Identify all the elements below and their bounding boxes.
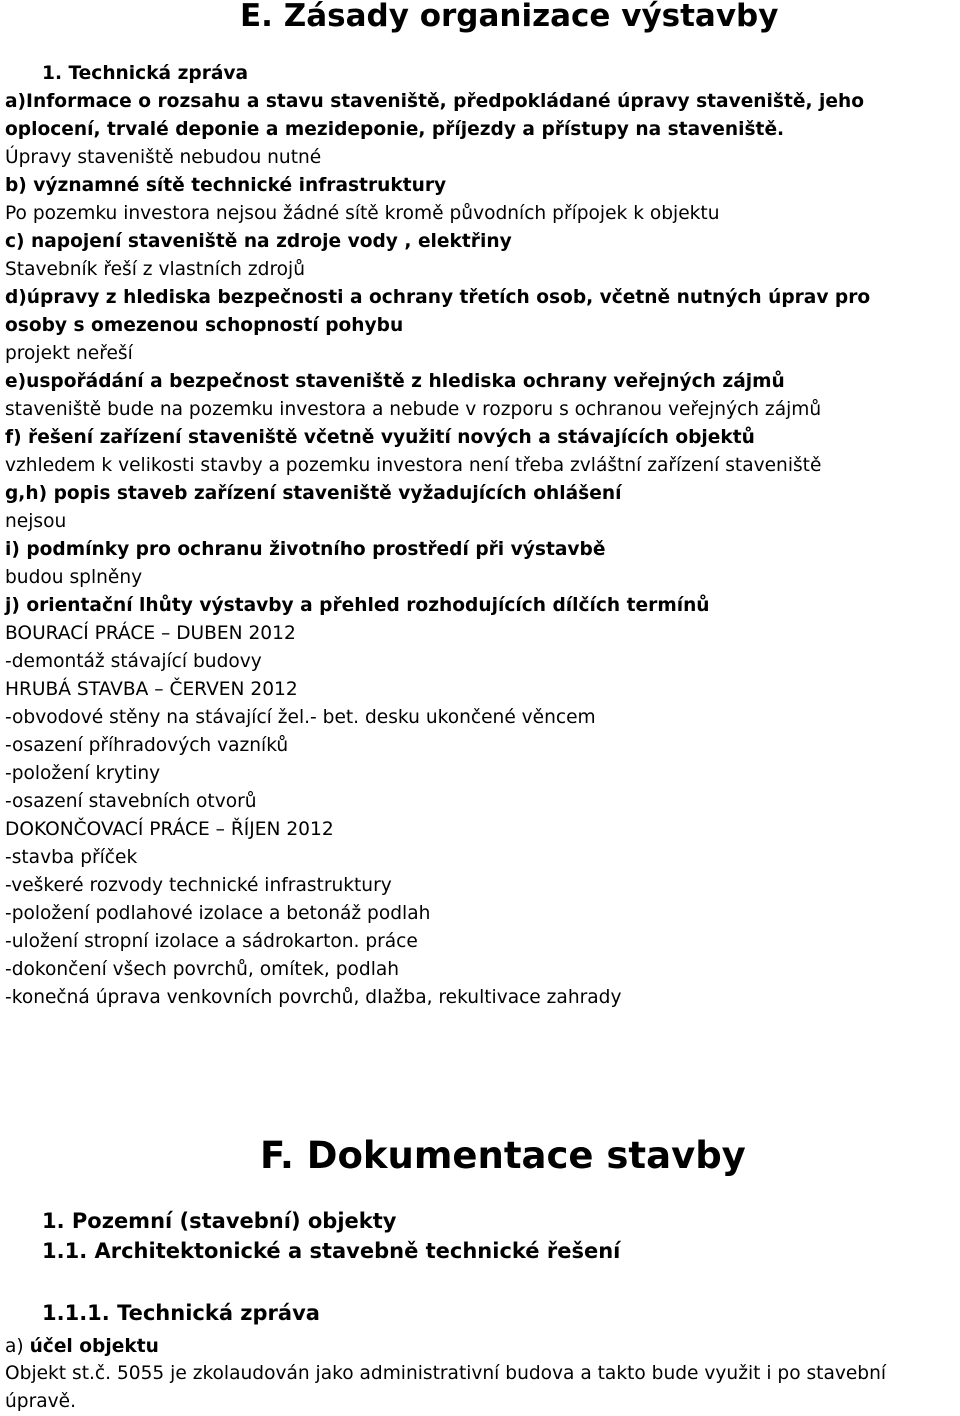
section-e-line: -uložení stropní izolace a sádrokarton. práce [5, 931, 418, 952]
section-e-line: oplocení, trvalé deponie a mezideponie, příjezdy a přístupy na staveniště. [5, 119, 785, 140]
section-e-body [5, 60, 960, 1012]
item-a-heading [5, 1333, 905, 1361]
section-e-line: DOKONČOVACÍ PRÁCE – ŘÍJEN 2012 [5, 819, 334, 840]
section-e-line: -dokončení všech povrchů, omítek, podlah [5, 959, 400, 980]
section-e-title: E. Zásady organizace výstavby [240, 0, 779, 34]
section-e-line: nejsou [5, 511, 67, 532]
section-f-heading-1-1: 1.1. Architektonické a stavebně technické řešení [42, 1239, 621, 1263]
section-e-line: b) významné sítě technické infrastruktury [5, 175, 447, 196]
section-e-line: Úpravy staveniště nebudou nutné [5, 147, 322, 168]
section-e-line: j) orientační lhůty výstavby a přehled rozhodujících dílčích termínů [5, 595, 710, 616]
section-e-line: 1. Technická zpráva [42, 63, 249, 84]
section-e-line: -obvodové stěny na stávající žel.- bet. desku ukončené věncem [5, 707, 596, 728]
section-e-line: -demontáž stávající budovy [5, 651, 262, 672]
section-e-line: -položení podlahové izolace a betonáž podlah [5, 903, 431, 924]
section-f-title: F. Dokumentace stavby [260, 1134, 746, 1177]
section-e-line: BOURACÍ PRÁCE – DUBEN 2012 [5, 623, 296, 644]
section-f-heading-1: 1. Pozemní (stavební) objekty [42, 1209, 397, 1233]
section-e-line: projekt neřeší [5, 343, 133, 364]
section-e-line: c) napojení staveniště na zdroje vody , elektřiny [5, 231, 512, 252]
section-e-line: e)uspořádání a bezpečnost staveniště z hlediska ochrany veřejných zájmů [5, 371, 785, 392]
section-e-line: g,h) popis staveb zařízení staveniště vyžadujících ohlášení [5, 483, 622, 504]
section-e-line: HRUBÁ STAVBA – ČERVEN 2012 [5, 679, 298, 700]
section-e-line: budou splněny [5, 567, 143, 588]
section-e-line: Stavebník řeší z vlastních zdrojů [5, 259, 306, 280]
section-e-line: -veškeré rozvody technické infrastruktury [5, 875, 392, 896]
section-e-line: -položení krytiny [5, 763, 161, 784]
section-e-line: osoby s omezenou schopností pohybu [5, 315, 404, 336]
section-e-line: f) řešení zařízení staveniště včetně využití nových a stávajících objektů [5, 427, 755, 448]
item-a-body: Objekt st.č. 5055 je zkolaudován jako administrativní budova a takto bude využit i po stavební úpravě. [5, 1363, 887, 1412]
section-e-line: -stavba příček [5, 847, 138, 868]
section-e-line: -konečná úprava venkovních povrchů, dlažba, rekultivace zahrady [5, 987, 622, 1008]
section-e-line: -osazení stavebních otvorů [5, 791, 257, 812]
section-e-line: i) podmínky pro ochranu životního prostředí při výstavbě [5, 539, 606, 560]
section-e-line: Po pozemku investora nejsou žádné sítě kromě původních přípojek k objektu [5, 203, 720, 224]
item-a-prefix: a) [5, 1336, 30, 1357]
section-f-heading-1-1-1: 1.1.1. Technická zpráva [42, 1301, 320, 1325]
section-e-line: -osazení příhradových vazníků [5, 735, 289, 756]
item-a-label: účel objektu [29, 1336, 159, 1357]
section-e-line: a)Informace o rozsahu a stavu staveniště, předpokládané úpravy staveniště, jeho [5, 91, 865, 112]
section-e-line: d)úpravy z hlediska bezpečnosti a ochrany třetích osob, včetně nutných úprav pro [5, 287, 871, 308]
section-e-line: vzhledem k velikosti stavby a pozemku investora není třeba zvláštní zařízení staveniště [5, 455, 822, 476]
section-e-line: staveniště bude na pozemku investora a nebude v rozporu s ochranou veřejných zájmů [5, 399, 822, 420]
